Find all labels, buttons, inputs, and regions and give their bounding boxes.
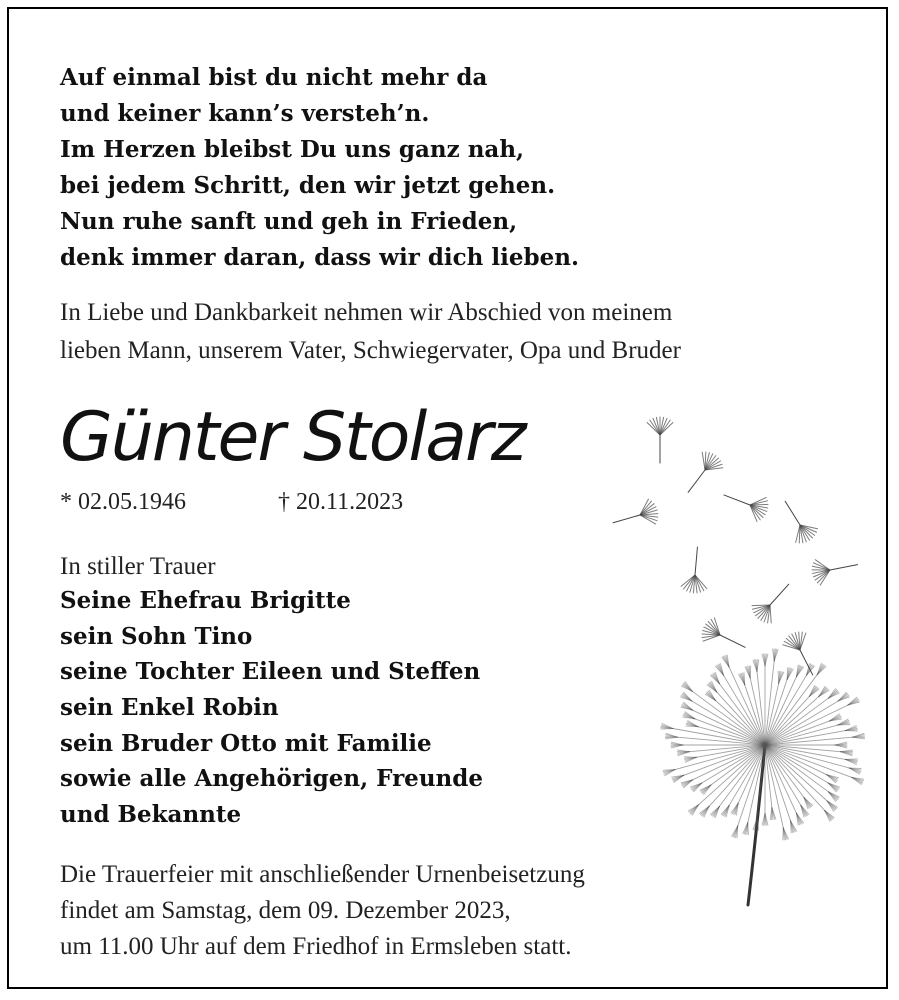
poem-line: und keiner kann’s versteh’n. bbox=[60, 100, 430, 127]
mourner: Seine Ehefrau Brigitte bbox=[60, 587, 351, 614]
poem-line: Auf einmal bist du nicht mehr da bbox=[60, 64, 488, 91]
poem-line: bei jedem Schritt, den wir jetzt gehen. bbox=[60, 172, 556, 199]
mourner: sowie alle Angehörigen, Freunde bbox=[60, 765, 483, 793]
deceased-name: Günter Stolarz bbox=[60, 398, 525, 477]
poem bbox=[60, 60, 579, 276]
death-date: † 20.11.2023 bbox=[278, 489, 404, 515]
birth-date: * 02.05.1946 bbox=[60, 489, 186, 515]
intro-text bbox=[60, 294, 681, 370]
mourner: sein Enkel Robin bbox=[60, 694, 279, 722]
intro-line: lieben Mann, unserem Vater, Schwiegervater, Opa und Bruder bbox=[60, 337, 681, 364]
life-dates bbox=[60, 484, 404, 520]
mourner: seine Tochter Eileen und Steffen bbox=[60, 658, 481, 686]
mourner: und Bekannte bbox=[60, 801, 242, 829]
mourners-list bbox=[60, 583, 483, 833]
intro-line: In Liebe und Dankbarkeit nehmen wir Abschied von meinem bbox=[60, 299, 673, 326]
mourning-heading: In stiller Trauer bbox=[60, 553, 216, 580]
service-line: Die Trauerfeier mit anschließender Urnenbeisetzung bbox=[60, 861, 585, 888]
poem-line: denk immer daran, dass wir dich lieben. bbox=[60, 244, 579, 271]
poem-line: Nun ruhe sanft und geh in Frieden, bbox=[60, 208, 518, 235]
mourner: sein Bruder Otto mit Familie bbox=[60, 729, 432, 757]
dandelion-icon bbox=[600, 395, 890, 915]
mourner: sein Sohn Tino bbox=[60, 622, 253, 650]
service-line: um 11.00 Uhr auf dem Friedhof in Ermsleben statt. bbox=[60, 933, 572, 960]
poem-line: Im Herzen bleibst Du uns ganz nah, bbox=[60, 136, 525, 163]
service-info bbox=[60, 857, 585, 965]
service-line: findet am Samstag, dem 09. Dezember 2023, bbox=[60, 897, 511, 924]
